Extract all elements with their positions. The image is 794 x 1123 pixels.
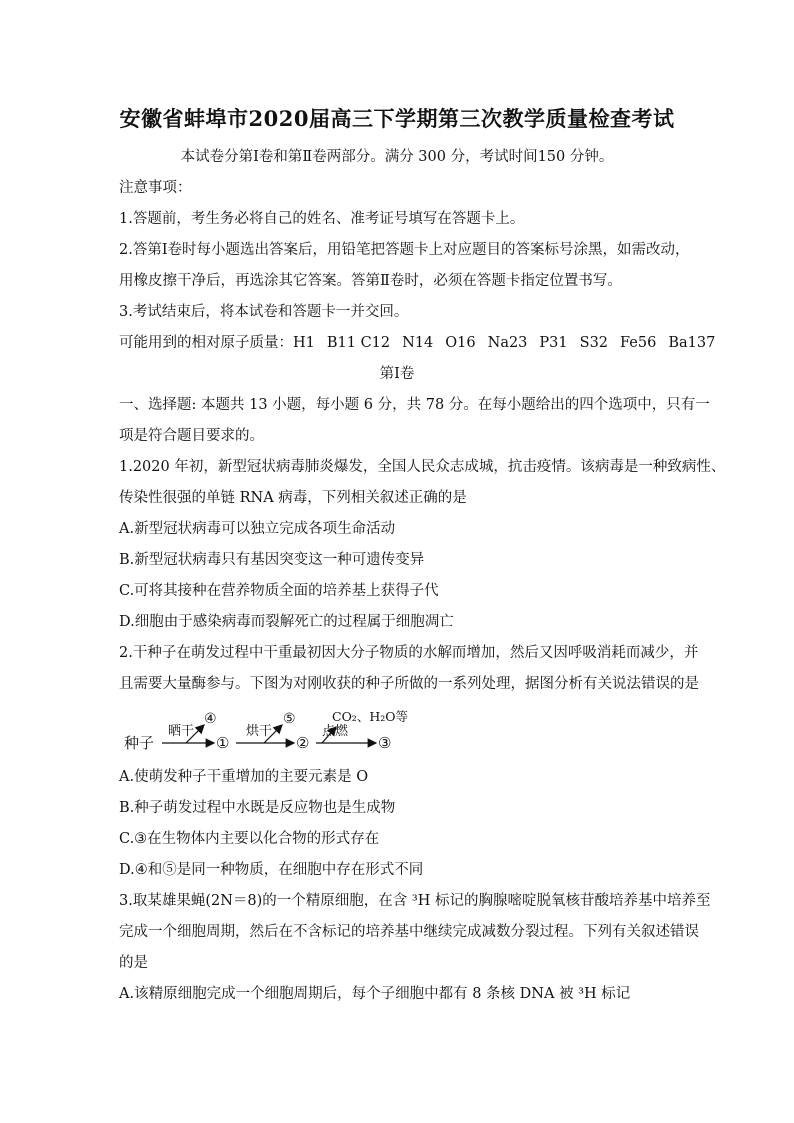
q3-stem-1: 3.取某雄果蝇(2N＝8)的一个精原细胞，在含 ³H 标记的胸腺嘧啶脱氧核苷酸培养基中培养至: [119, 893, 711, 909]
atom-mass: Ba137: [668, 335, 716, 351]
q1-option-d: D.细胞由于感染病毒而裂解死亡的过程属于细胞凋亡: [119, 614, 454, 630]
q2-option-c: C.③在生物体内主要以化合物的形式存在: [119, 831, 380, 847]
note-3: 3.考试结束后，将本试卷和答题卡一并交回。: [119, 304, 409, 320]
atom-mass: Na23: [487, 335, 528, 351]
seed-diagram-svg: [124, 705, 424, 755]
product-5: ⑤: [283, 711, 296, 727]
atom-mass: O16: [445, 335, 476, 351]
notes-heading: 注意事项：: [119, 180, 192, 196]
part-title: 第Ⅰ卷: [379, 366, 415, 382]
atom-mass: N14: [402, 335, 434, 351]
atom-mass: S32: [579, 335, 609, 351]
product-2: ②: [296, 734, 310, 752]
q2-option-d: D.④和⑤是同一种物质，在细胞中存在形式不同: [119, 862, 424, 878]
atom-mass: Fe56: [620, 335, 657, 351]
q3-stem-3: 的是: [119, 955, 148, 971]
step-oven-dry: 烘干: [246, 724, 273, 739]
q1-option-b: B.新型冠状病毒只有基因突变这一种可遗传变异: [119, 552, 425, 568]
atomic-masses-label: 可能用到的相对原子质量：: [119, 335, 293, 351]
atom-mass: H1: [293, 335, 315, 351]
note-1: 1.答题前，考生务必将自己的姓名、准考证号填写在答题卡上。: [119, 211, 525, 227]
note-2-cont: 用橡皮擦干净后，再选涂其它答案。答第Ⅱ卷时，必须在答题卡指定位置书写。: [119, 273, 622, 289]
q3-option-a: A.该精原细胞完成一个细胞周期后，每个子细胞中都有 8 条核 DNA 被 ³H 标记: [119, 986, 631, 1002]
q1-stem-1: 1.2020 年初，新型冠状病毒肺炎爆发，全国人民众志成城，抗击疫情。该病毒是一种致病性、: [119, 459, 726, 475]
q2-option-a: A.使萌发种子干重增加的主要元素是 O: [119, 769, 369, 785]
atom-mass: B11 C12: [326, 335, 391, 351]
combustion-products: CO₂、H₂O等: [332, 709, 408, 724]
seed-treatment-diagram: [124, 705, 424, 755]
q3-stem-2: 完成一个细胞周期，然后在不含标记的培养基中继续完成减数分裂过程。下列有关叙述错误: [119, 924, 699, 940]
product-4: ④: [204, 711, 217, 727]
q1-stem-2: 传染性很强的单链 RNA 病毒，下列相关叙述正确的是: [119, 490, 467, 506]
atomic-masses: [119, 333, 727, 353]
note-2: 2.答第Ⅰ卷时每小题选出答案后，用铅笔把答题卡上对应题目的答案标号涂黑，如需改动，: [119, 242, 690, 258]
seed-label: 种子: [124, 734, 155, 752]
section-intro-1: 一、选择题: 本题共 13 小题，每小题 6 分，共 78 分。在每小题给出的四个选项中，只有一: [119, 397, 710, 413]
step-ignite: 点燃: [322, 724, 349, 739]
atom-mass: P31: [539, 335, 568, 351]
exam-title: 安徽省蚌埠市2020届高三下学期第三次教学质量检查考试: [119, 106, 675, 131]
q2-option-b: B.种子萌发过程中水既是反应物也是生成物: [119, 800, 396, 816]
step-sun-dry: 晒干: [168, 724, 195, 739]
q2-stem-2: 且需要大量酶参与。下图为对刚收获的种子所做的一系列处理，据图分析有关说法错误的是: [119, 676, 699, 692]
section-intro-2: 项是符合题目要求的。: [119, 428, 264, 444]
product-1: ①: [216, 734, 230, 752]
q1-option-c: C.可将其接种在营养物质全面的培养基上获得子代: [119, 583, 439, 599]
product-3: ③: [378, 734, 392, 752]
q2-stem-1: 2.干种子在萌发过程中干重最初因大分子物质的水解而增加，然后又因呼吸消耗而减少，并: [119, 645, 699, 661]
q1-option-a: A.新型冠状病毒可以独立完成各项生命活动: [119, 521, 396, 537]
exam-intro: 本试卷分第Ⅰ卷和第Ⅱ卷两部分。满分 300 分，考试时间150 分钟。: [180, 149, 614, 165]
